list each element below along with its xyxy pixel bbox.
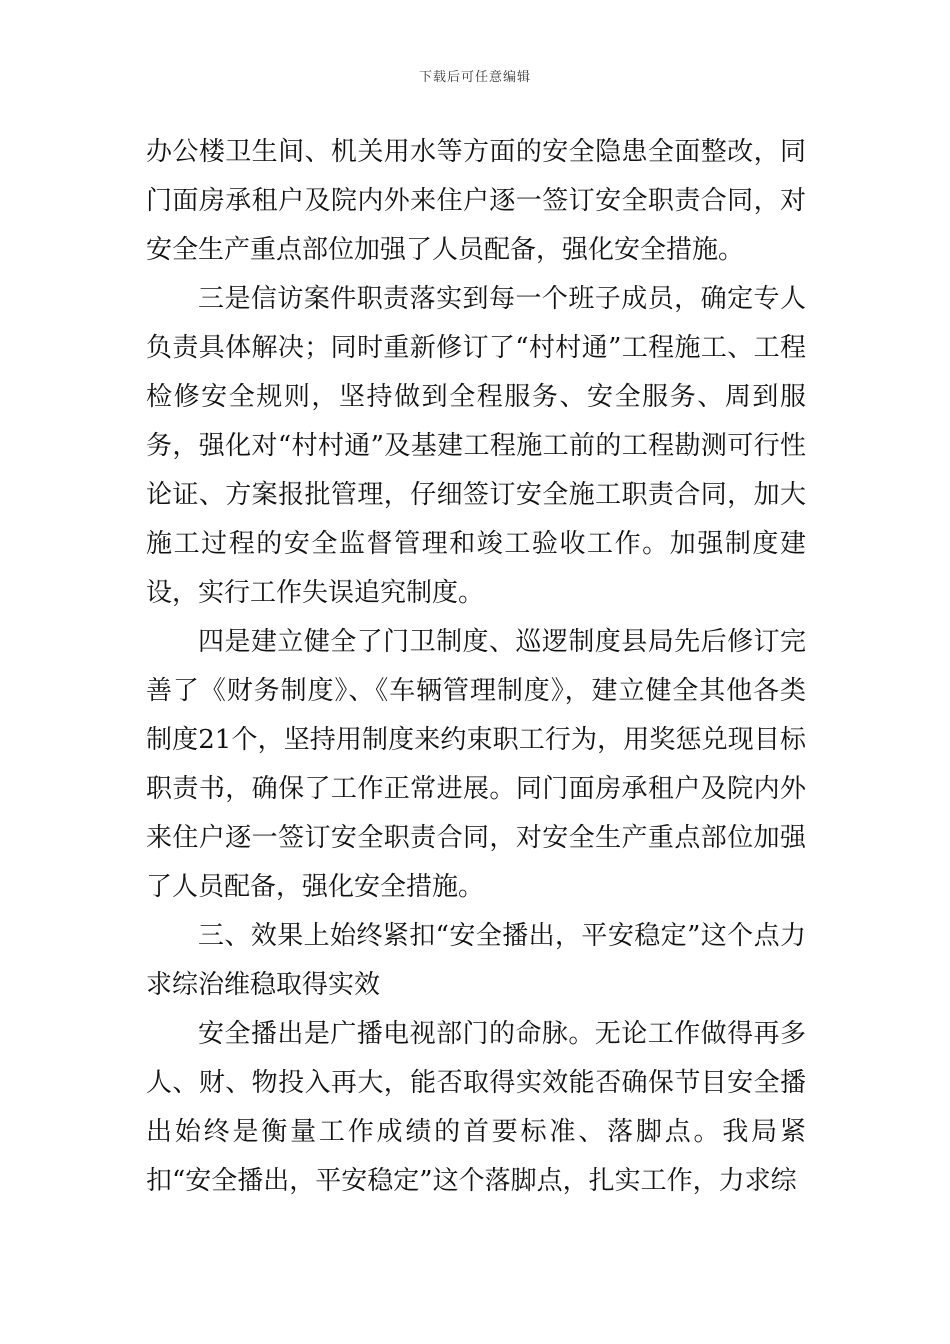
paragraph-continued: 办公楼卫生间、机关用水等方面的安全隐患全面整改，同门面房承租户及院内外来住户逐一签订安全职责合同，对安全生产重点部位加强了人员配备，强化安全措施。 <box>146 137 806 265</box>
section-heading-three: 三、效果上始终紧扣“安全播出，平安稳定”这个点力求综治维稳取得实效 <box>146 921 806 1000</box>
paragraph-item-three: 三是信访案件职责落实到每一个班子成员，确定专人负责具体解决；同时重新修订了“村村通”工程施工、工程检修安全规则，坚持做到全程服务、安全服务、周到服务，强化对“村村通”及基建工程施工前的工程勘测可行性论证、方案报批管理，仔细签订安全施工职责合同，加大施工过程的安全监督管理和竣工验收工作。加强制度建设，实行工作失误追究制度。 <box>146 284 806 608</box>
paragraph-item-four: 四是建立健全了门卫制度、巡逻制度县局先后修订完善了《财务制度》、《车辆管理制度》，建立健全其他各类制度21个，坚持用制度来约束职工行为，用奖惩兑现目标职责书，确保了工作正常进展。同门面房承租户及院内外来住户逐一签订安全职责合同，对安全生产重点部位加强了人员配备，强化安全措施。 <box>146 627 806 902</box>
header-note: 下载后可任意编辑 <box>418 70 531 85</box>
paragraph-safe-broadcast: 安全播出是广播电视部门的命脉。无论工作做得再多人、财、物投入再大，能否取得实效能否确保节目安全播出始终是衡量工作成绩的首要标准、落脚点。我局紧扣“安全播出，平安稳定”这个落脚点，扎实工作，力求综 <box>146 1019 806 1196</box>
document-body <box>146 128 806 1206</box>
